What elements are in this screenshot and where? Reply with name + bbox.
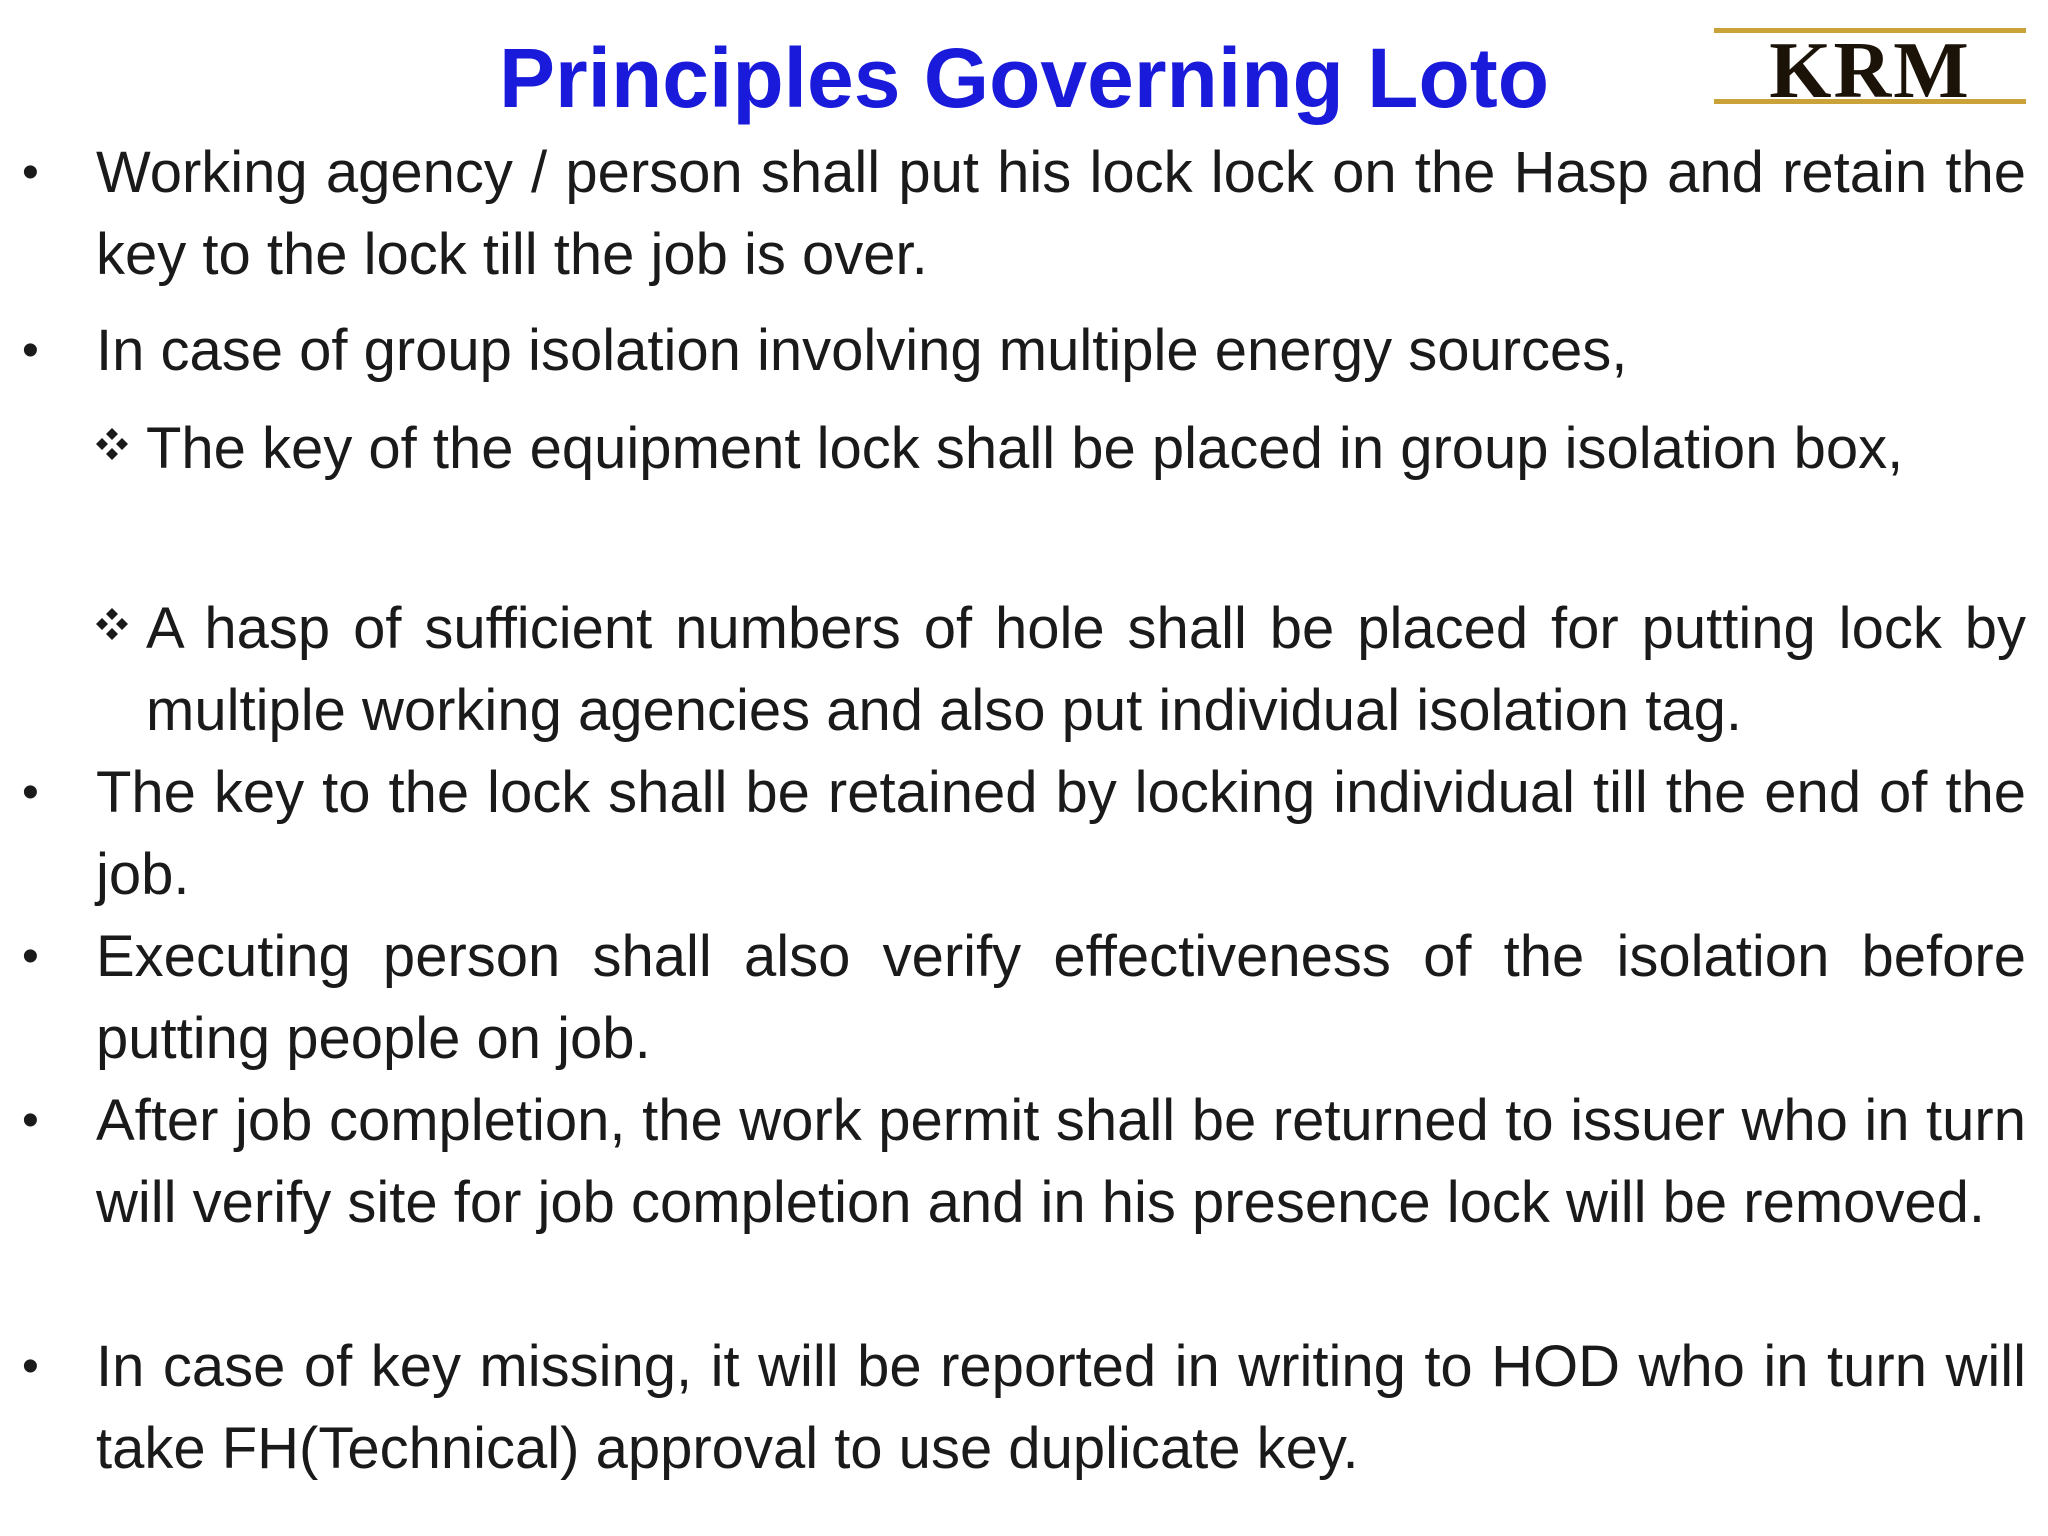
bullet-icon: • — [22, 930, 39, 983]
list-item — [0, 752, 2048, 916]
bullet-icon: • — [22, 324, 39, 377]
bullet-icon: • — [22, 766, 39, 819]
list-item — [0, 310, 2048, 392]
list-item-text: After job completion, the work permit shall be returned to issuer who in turn will verify site for job completion and in his presence lock will be removed. — [96, 1088, 2026, 1235]
krm-logo — [1714, 24, 2026, 108]
four-diamond-ornament-icon — [88, 408, 148, 490]
sub-list-item — [0, 588, 2048, 752]
list-item — [0, 1326, 2048, 1490]
bullet-icon: • — [22, 146, 39, 199]
list-item-text: The key to the lock shall be retained by locking individual till the end of the job. — [96, 760, 2026, 907]
sub-list-item-text: The key of the equipment lock shall be placed in group isolation box, — [146, 416, 1904, 481]
sub-list-item — [0, 408, 2048, 572]
slide-title: Principles Governing Loto — [498, 31, 1550, 125]
bullet-icon: • — [22, 1340, 39, 1393]
list-item — [0, 132, 2048, 302]
four-diamond-ornament-icon — [88, 588, 148, 670]
list-item-text: Executing person shall also verify effectiveness of the isolation before putting people on job. — [96, 924, 2026, 1071]
list-item — [0, 916, 2048, 1080]
list-item — [0, 1080, 2048, 1326]
list-item-text: Working agency / person shall put his lock lock on the Hasp and retain the key to the lock till the job is over. — [96, 140, 2026, 287]
list-item-text: In case of group isolation involving multiple energy sources, — [96, 318, 1628, 383]
svg-text:KRM: KRM — [1769, 27, 1971, 108]
list-item-text: In case of key missing, it will be reported in writing to HOD who in turn will take FH(Technical) approval to use duplicate key. — [96, 1334, 2026, 1481]
sub-list-item-text: A hasp of sufficient numbers of hole shall be placed for putting lock by multiple working agencies and also put individual isolation tag. — [146, 596, 2026, 743]
bullet-icon: • — [22, 1094, 39, 1147]
